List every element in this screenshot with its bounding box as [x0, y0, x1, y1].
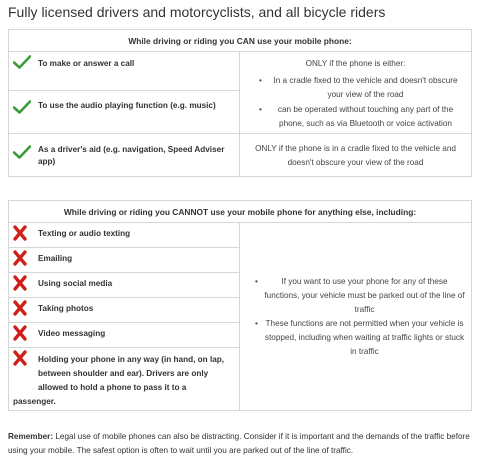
- cross-icon: [13, 250, 27, 266]
- check-icon: [13, 145, 31, 159]
- conditions-list: [240, 74, 471, 131]
- can-conditions-cell: [240, 52, 472, 134]
- cannot-row-label: Holding your phone in any way (in hand, on lap, between shoulder and ear). Drivers are only allowed to hold a phone to pass it to a: [38, 355, 225, 392]
- cross-icon: [13, 325, 27, 341]
- footer-text: Legal use of mobile phones can also be distracting. Consider if it is important and the demands of the traffic before using your mobile. The safest option is often to wait until you are parked out of the line of traffic.: [8, 432, 470, 455]
- footer-note: [8, 430, 474, 458]
- cannot-row-photos: [9, 298, 240, 323]
- conditions-intro: ONLY if the phone is either:: [305, 59, 406, 68]
- cannot-table-header: While driving or riding you CANNOT use your mobile phone for anything else, including:: [9, 201, 472, 223]
- cannot-row-label: Using social media: [38, 279, 113, 288]
- cross-icon: [13, 350, 27, 366]
- cannot-row-holding: [9, 348, 240, 411]
- cannot-row-label: Taking photos: [38, 304, 94, 313]
- cross-icon: [13, 300, 27, 316]
- condition-item: • These functions are not permitted when your vehicle is stopped, including when waiting at traffic lights or stuck in traffic: [264, 317, 465, 359]
- cannot-row-texting: [9, 223, 240, 248]
- cannot-row-video: [9, 323, 240, 348]
- cannot-row-label: Video messaging: [38, 329, 106, 338]
- can-row-label: To make or answer a call: [38, 59, 135, 68]
- cannot-use-table: [8, 200, 472, 411]
- can-row-call: [9, 52, 240, 91]
- cross-icon: [13, 275, 27, 291]
- cannot-row-emailing: [9, 248, 240, 273]
- condition-item: • can be operated without touching any part of the phone, such as via Bluetooth or voice activation: [268, 103, 463, 131]
- navigation-conditions-cell: ONLY if the phone is in a cradle fixed to the vehicle and doesn't obscure your view of the road: [240, 134, 472, 177]
- check-icon: [13, 55, 31, 69]
- page-title: Fully licensed drivers and motorcyclists, and all bicycle riders: [8, 4, 386, 20]
- can-table-header: While driving or riding you CAN use your mobile phone:: [9, 30, 472, 52]
- cannot-row-label: Emailing: [38, 254, 73, 263]
- can-row-navigation: [9, 134, 240, 177]
- can-row-label: To use the audio playing function (e.g. music): [38, 101, 216, 110]
- condition-item: • In a cradle fixed to the vehicle and doesn't obscure your view of the road: [268, 74, 463, 102]
- cannot-conditions-list: [240, 275, 471, 359]
- can-row-audio: [9, 91, 240, 134]
- cannot-row-label: Texting or audio texting: [38, 229, 131, 238]
- cannot-row-label-end: passenger.: [13, 397, 56, 406]
- condition-item: • If you want to use your phone for any of these functions, your vehicle must be parked out of the line of traffic: [264, 275, 465, 317]
- cannot-conditions-cell: [240, 223, 472, 411]
- can-use-table: [8, 29, 472, 177]
- can-row-label: As a driver's aid (e.g. navigation, Speed Adviser app): [38, 145, 225, 166]
- cross-icon: [13, 225, 27, 241]
- check-icon: [13, 100, 31, 114]
- footer-lead: Remember:: [8, 432, 54, 441]
- cannot-row-social-media: [9, 273, 240, 298]
